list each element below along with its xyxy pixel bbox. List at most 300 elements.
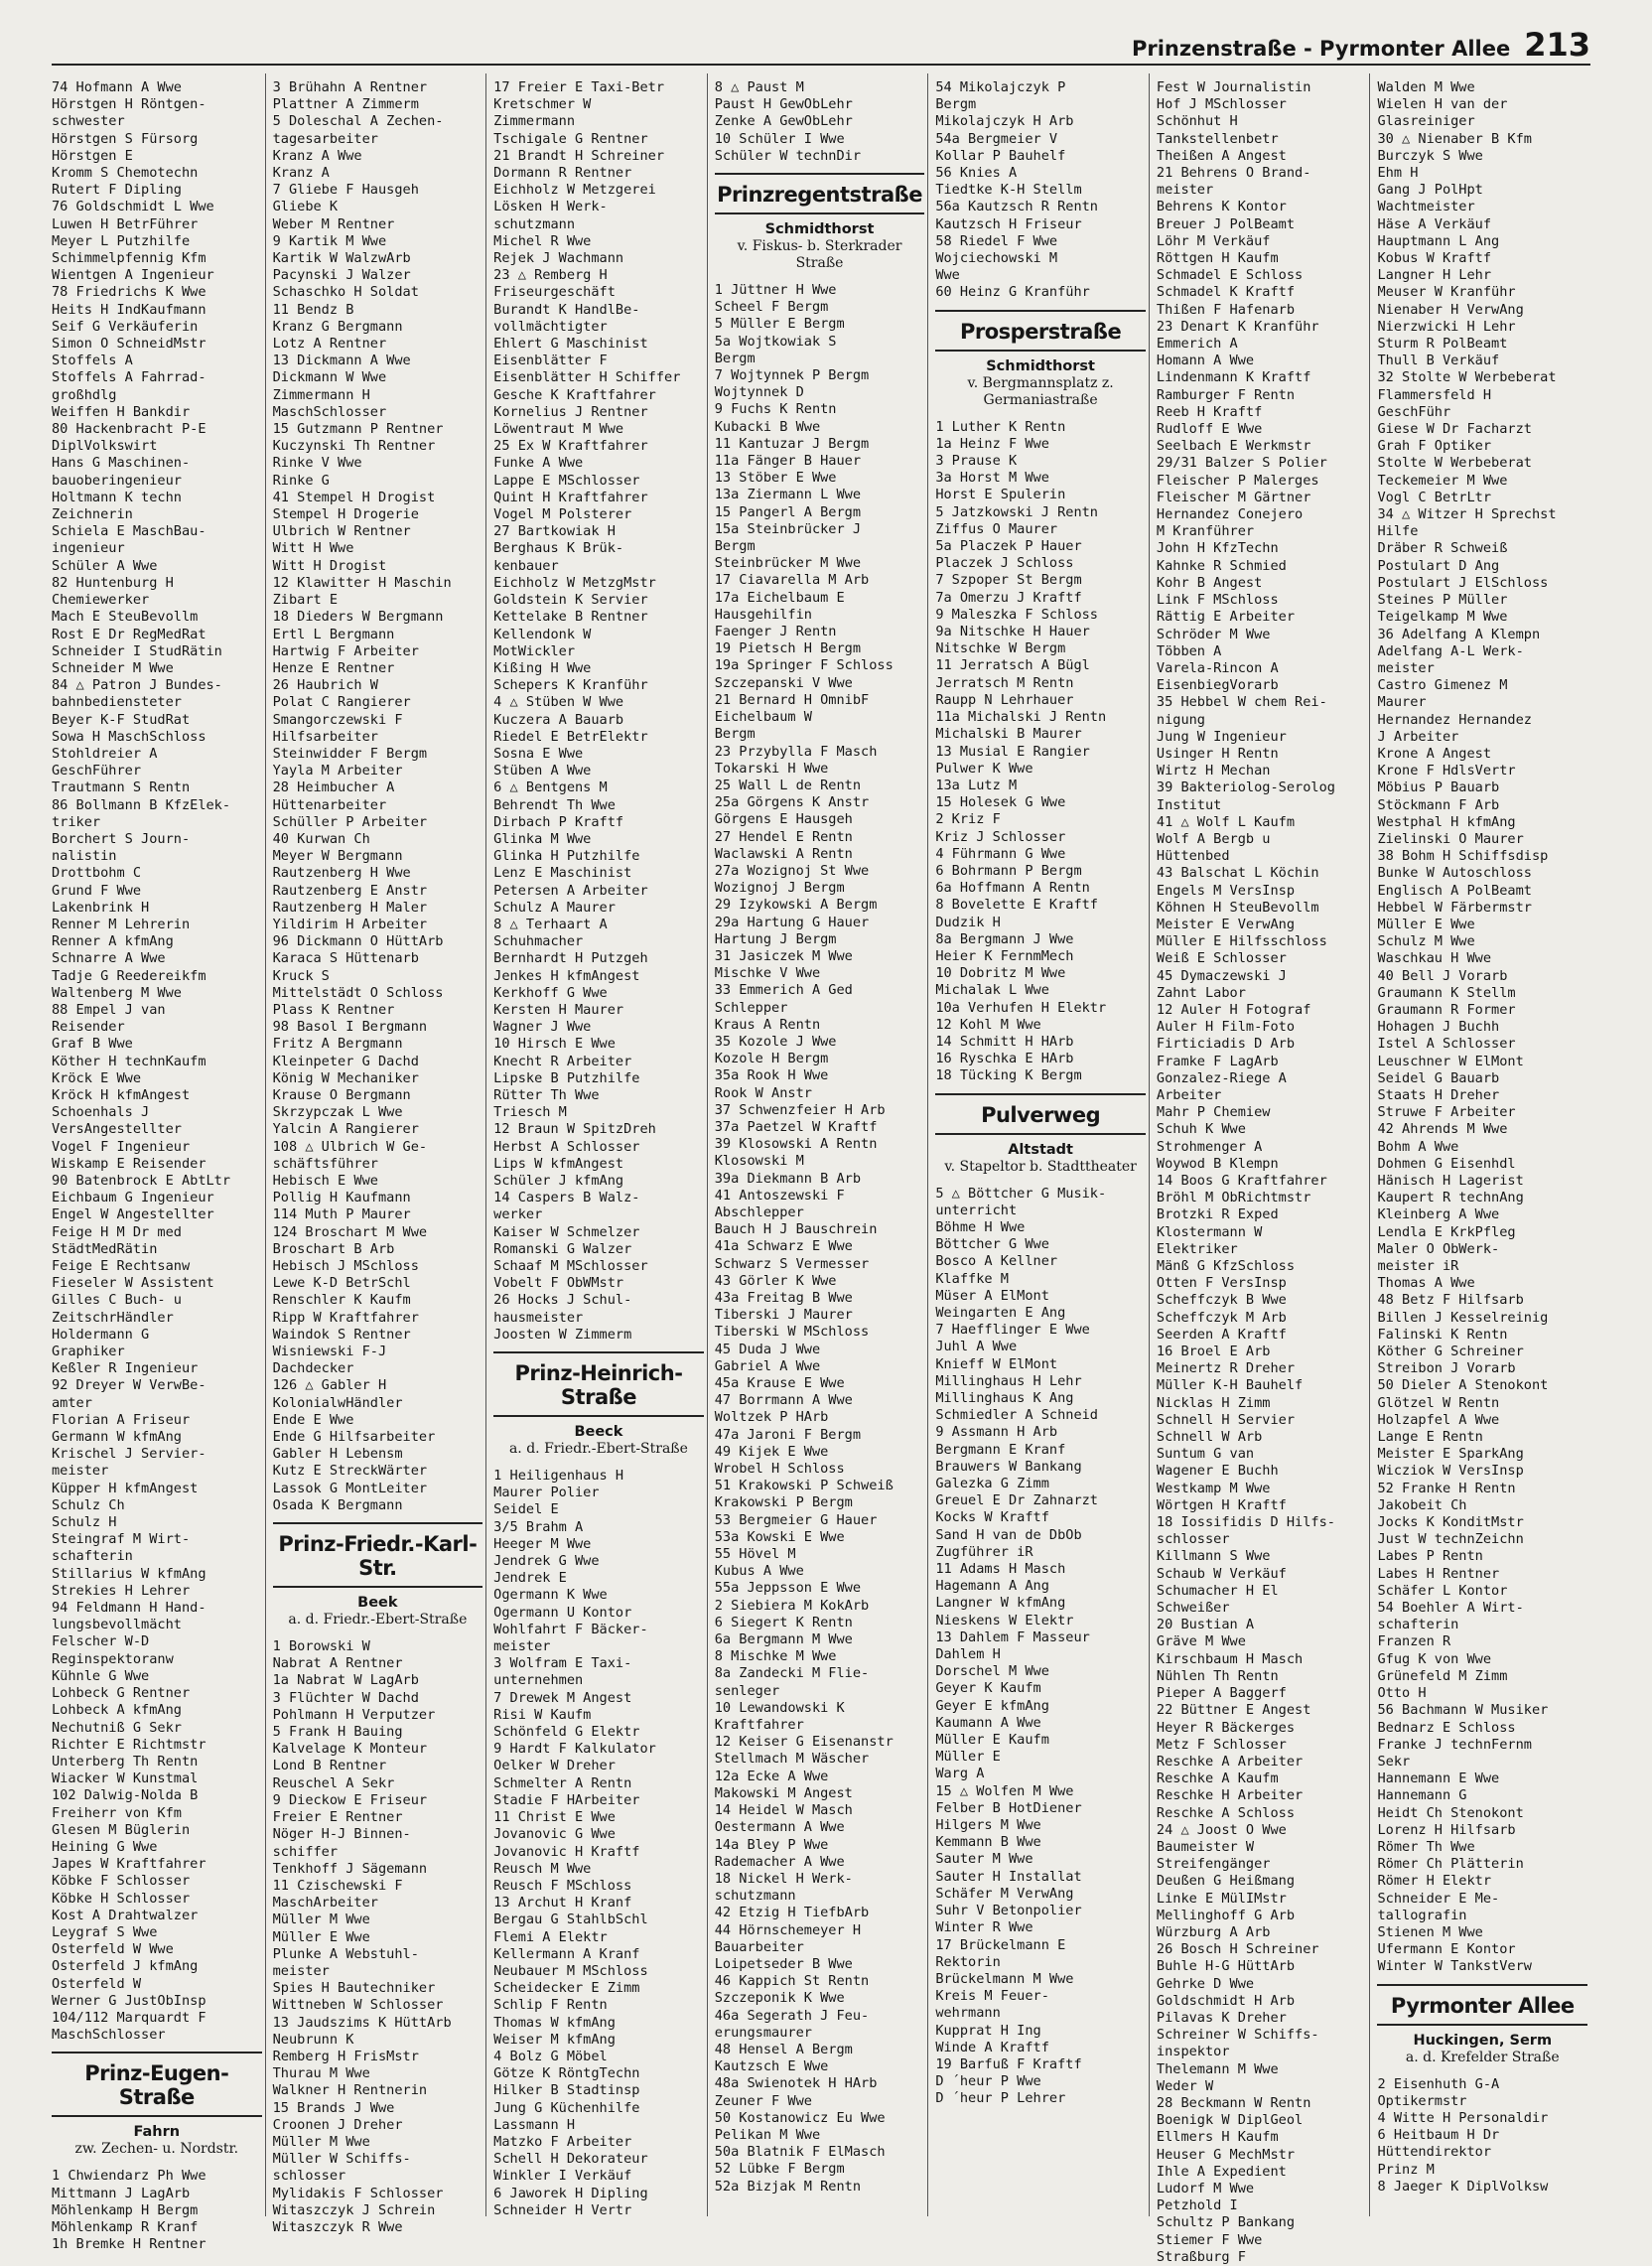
- entry-line: 17 Freier E Taxi-Betr: [493, 79, 665, 95]
- entry-line: Schepers K Kranführ: [493, 677, 648, 694]
- entry-line: Zimmermann H: [272, 386, 370, 403]
- entry-line: Straßburg F: [1156, 2248, 1246, 2265]
- entry-line: senleger: [714, 1682, 780, 1699]
- entry-line: Franke J technFernm: [1377, 1736, 1532, 1753]
- entry-line: 2 Eisenhuth G-A: [1377, 2075, 1500, 2092]
- entry-line: 5 Doleschal A Zechen-: [272, 113, 444, 130]
- entry-line: Lohbeck G Rentner: [52, 1685, 191, 1702]
- entry-line: Rektorin: [935, 1953, 1001, 1970]
- entry-line: Berghaus K Brük-: [493, 540, 624, 557]
- entry-line: Emmerich A: [1156, 336, 1238, 353]
- entry-line: triker: [52, 813, 101, 830]
- entry-line: Winter R Wwe: [935, 1919, 1033, 1936]
- entry-line: Fieseler W Assistent: [52, 1275, 214, 1292]
- entry-line: Müller E Wwe: [272, 1928, 370, 1945]
- street-range: zw. Zechen- u. Nordstr.: [74, 2141, 239, 2158]
- entry-line: Ziffus O Maurer: [935, 520, 1058, 537]
- entry-line: Kleinberg A Wwe: [1377, 1206, 1500, 1223]
- entry-line: ingenieur: [52, 540, 125, 557]
- entry-line: meister: [493, 1638, 551, 1655]
- entry-line: meister: [1156, 182, 1214, 199]
- entry-line: Heuser G MechMstr: [1156, 2146, 1296, 2163]
- entry-line: Gräve M Wwe: [1156, 1633, 1246, 1650]
- entry-line: MotWickler: [493, 642, 575, 659]
- entry-line: meister: [272, 1962, 330, 1979]
- entry-line: Deußen G Heißmang: [1156, 1873, 1296, 1890]
- entry-line: MaschSchlosser: [272, 403, 387, 420]
- entry-line: Thißen F Hafenarb: [1156, 301, 1296, 318]
- entry-line: Ogermann K Wwe: [493, 1587, 608, 1604]
- entry-line: 15 Gutzmann P Rentner: [272, 421, 444, 438]
- entry-line: 47 Borrmann A Wwe: [714, 1392, 853, 1409]
- entry-line: Kozole H Bergm: [714, 1051, 829, 1067]
- entry-line: Hartwig F Arbeiter: [272, 642, 419, 659]
- entry-line: Kuczera A Bauarb: [493, 711, 624, 728]
- entry-line: Witaszczyk J Schrein: [272, 2201, 436, 2218]
- entry-line: Hüttendirektor: [1377, 2144, 1492, 2161]
- entry-line: Pieper A Baggerf: [1156, 1685, 1287, 1702]
- entry-line: Westphal H kfmAng: [1377, 813, 1516, 830]
- entry-line: 19 Barfuß F Kraftf: [935, 2055, 1082, 2072]
- entry-line: Müller E Kaufm: [935, 1732, 1049, 1749]
- entry-line: Heidt Ch Stenokont: [1377, 1804, 1524, 1821]
- entry-line: Weber M Rentner: [272, 215, 395, 232]
- column-2: [265, 73, 486, 2235]
- entry-line: 31 Jasiczek M Wwe: [714, 947, 853, 964]
- entry-line: 1a Nabrat W LagArb: [272, 1672, 419, 1689]
- entry-line: Leuschner W ElMont: [1377, 1053, 1524, 1069]
- entry-line: 86 Bollmann B KfzElek-: [52, 796, 231, 813]
- entry-line: Feige H M Dr med: [52, 1223, 182, 1240]
- entry-line: Walkner H Rentnerin: [272, 2082, 428, 2099]
- entry-line: 11 Bendz B: [272, 301, 354, 318]
- entry-line: Scheffczyk M Arb: [1156, 1309, 1287, 1326]
- street-heading: Prinzregentstraße: [715, 173, 925, 214]
- entry-line: Möhlenkamp R Kranf: [52, 2218, 199, 2235]
- entry-line: 7 Drewek M Angest: [493, 1689, 632, 1706]
- entry-line: Vogl C BetrLtr: [1377, 489, 1492, 505]
- entry-line: Labes H Rentner: [1377, 1565, 1500, 1582]
- street-heading: Pyrmonter Allee: [1377, 1984, 1587, 2026]
- entry-line: Hilker B Stadtinsp: [493, 2082, 640, 2099]
- entry-line: Schoenhals J: [52, 1104, 150, 1121]
- entry-line: werker: [493, 1206, 543, 1223]
- entry-line: Hof J MSchlosser: [1156, 96, 1287, 113]
- entry-line: Ulbrich W Rentner: [272, 523, 411, 540]
- entry-line: 47a Jaroni F Bergm: [714, 1426, 862, 1443]
- entry-line: Optikermstr: [1377, 2092, 1467, 2109]
- entry-line: Kornelius J Rentner: [493, 403, 648, 420]
- entry-line: Renner M Lehrerin: [52, 916, 191, 932]
- entry-line: Brauwers W Bankang: [935, 1458, 1082, 1475]
- entry-line: Giese W Dr Facharzt: [1377, 421, 1532, 438]
- entry-line: 41 △ Wolf L Kaufm: [1156, 813, 1296, 830]
- entry-line: Gehrke D Wwe: [1156, 1975, 1255, 1992]
- entry-line: 14 Schmitt H HArb: [935, 1033, 1074, 1050]
- entry-line: 11 Kantuzar J Bergm: [714, 435, 870, 452]
- entry-line: Strekies H Lehrer: [52, 1582, 191, 1599]
- entry-line: Krakowski P Bergm: [714, 1494, 853, 1511]
- entry-line: Bohm A Wwe: [1377, 1138, 1459, 1155]
- entry-line: Tadje G Reedereikfm: [52, 967, 206, 984]
- entry-line: Stellmach M Wäscher: [714, 1751, 870, 1768]
- entry-line: Riedel E BetrElektr: [493, 728, 648, 745]
- entry-line: 26 Hocks J Schul-: [493, 1292, 632, 1309]
- entry-line: Wientgen A Ingenieur: [52, 267, 214, 284]
- entry-line: Jovanovic H Kraftf: [493, 1843, 640, 1860]
- street-heading: Prinz-Heinrich-Straße: [493, 1351, 704, 1417]
- entry-line: Flammersfeld H: [1377, 386, 1492, 403]
- entry-line: 55a Jeppsson E Wwe: [714, 1580, 862, 1597]
- entry-line: 52a Bizjak M Rentn: [714, 2178, 862, 2195]
- entry-line: 5 Müller E Bergm: [714, 316, 845, 333]
- entry-line: Otto H: [1377, 1685, 1427, 1702]
- entry-line: 48a Swienotek H HArb: [714, 2075, 878, 2092]
- entry-line: Sauter M Wwe: [935, 1851, 1033, 1868]
- entry-line: Maurer: [1377, 694, 1427, 711]
- entry-line: Teckemeier M Wwe: [1377, 472, 1508, 489]
- entry-line: Kranz G Bergmann: [272, 318, 403, 335]
- entry-line: Reginspektoranw: [52, 1650, 174, 1667]
- entry-line: Wrobel H Schloss: [714, 1461, 845, 1478]
- entry-line: Wolf A Bergb u: [1156, 830, 1271, 847]
- entry-line: Joosten W Zimmerm: [493, 1326, 632, 1343]
- entry-line: Petzhold I: [1156, 2197, 1238, 2214]
- entry-line: Kollar P Bauhelf: [935, 147, 1066, 164]
- entry-line: Ramburger F Rentn: [1156, 386, 1296, 403]
- entry-line: 8 Bovelette E Kraftf: [935, 897, 1098, 914]
- column-3: [485, 73, 707, 2216]
- entry-line: 29/31 Balzer S Polier: [1156, 455, 1327, 472]
- entry-line: Mellinghoff G Arb: [1156, 1907, 1296, 1923]
- entry-line: Oestermann A Wwe: [714, 1819, 845, 1836]
- entry-line: 56 Bachmann W Musiker: [1377, 1702, 1549, 1719]
- entry-line: Thurau M Wwe: [272, 2065, 370, 2082]
- entry-line: 13 Dickmann A Wwe: [272, 353, 411, 369]
- entry-line: 39 Bakteriolog-Serolog: [1156, 779, 1335, 796]
- entry-line: 25a Görgens K Anstr: [714, 794, 870, 811]
- entry-line: Tiberski J Maurer: [714, 1307, 853, 1324]
- entry-line: 29a Hartung G Hauer: [714, 914, 870, 930]
- entry-line: Müller K-H Bauhelf: [1156, 1377, 1304, 1394]
- entry-line: Tankstellenbetr: [1156, 130, 1279, 147]
- entry-line: D ´heur P Wwe: [935, 2073, 1041, 2090]
- entry-line: 42 Etzig H TiefbArb: [714, 1905, 870, 1921]
- entry-line: Seidel E: [493, 1501, 559, 1518]
- entry-line: Gabler H Lebensm: [272, 1446, 403, 1463]
- entry-line: 29 Izykowski A Bergm: [714, 897, 878, 914]
- entry-line: Scheffczyk B Wwe: [1156, 1292, 1287, 1309]
- entry-line: Burczyk S Wwe: [1377, 147, 1483, 164]
- entry-line: 74 Hofmann A Wwe: [52, 79, 182, 95]
- entry-line: 28 Beckmann W Rentn: [1156, 2094, 1311, 2111]
- entry-line: Nienaber H VerwAng: [1377, 301, 1524, 318]
- entry-line: ZeitschrHändler: [52, 1309, 174, 1326]
- entry-line: Remberg H FrisMstr: [272, 2048, 419, 2064]
- entry-line: Framke F LagArb: [1156, 1053, 1279, 1069]
- entry-line: 37a Paetzel W Kraftf: [714, 1118, 878, 1135]
- entry-line: Nierzwicki H Lehr: [1377, 318, 1516, 335]
- entry-line: 53 Bergmeier G Hauer: [714, 1511, 878, 1528]
- entry-line: Schneider M Wwe: [52, 659, 174, 676]
- entry-line: Mischke V Wwe: [714, 965, 821, 982]
- entry-line: Herbst A Schlosser: [493, 1138, 640, 1155]
- entry-line: Schüler J kfmAng: [493, 1173, 624, 1189]
- street-heading: Prosperstraße: [935, 310, 1146, 352]
- entry-line: 54 Boehler A Wirt-: [1377, 1600, 1524, 1617]
- entry-line: Tenkhoff J Sägemann: [272, 1860, 428, 1877]
- entry-line: Müller E Hilfsschloss: [1156, 933, 1327, 950]
- entry-line: Hannemann G: [1377, 1787, 1467, 1804]
- entry-line: Knieff W ElMont: [935, 1355, 1058, 1372]
- entry-line: Möhlenkamp H Bergm: [52, 2201, 199, 2218]
- entry-line: Kraus A Rentn: [714, 1016, 821, 1033]
- entry-line: Brückelmann M Wwe: [935, 1970, 1074, 1987]
- entry-line: Hilgers M Wwe: [935, 1817, 1041, 1834]
- entry-line: Lenz E Maschinist: [493, 865, 632, 882]
- entry-line: Rautzenberg H Wwe: [272, 865, 411, 882]
- entry-line: Rost E Dr RegMedRat: [52, 626, 206, 642]
- entry-line: Juhl A Wwe: [935, 1339, 1018, 1355]
- entry-line: 9a Nitschke H Hauer: [935, 624, 1090, 640]
- entry-line: Krone A Angest: [1377, 745, 1492, 762]
- entry-line: Elektriker: [1156, 1240, 1238, 1257]
- entry-line: Michalski B Maurer: [935, 726, 1082, 743]
- entry-line: Thull B Verkäuf: [1377, 353, 1500, 369]
- entry-line: 60 Heinz G Kranführ: [935, 284, 1090, 301]
- entry-line: Köhnen H SteuBevollm: [1156, 899, 1319, 916]
- entry-line: Ertl L Bergmann: [272, 626, 395, 642]
- entry-line: Bergm: [714, 538, 756, 555]
- entry-line: 19 Pietsch H Bergm: [714, 640, 862, 657]
- entry-line: Krause O Bergmann: [272, 1086, 411, 1103]
- street-range: a. d. Krefelder Straße: [1405, 2049, 1560, 2065]
- entry-line: Goldschmidt H Arb: [1156, 1992, 1296, 2009]
- entry-line: 14 Boos G Kraftfahrer: [1156, 1173, 1327, 1189]
- entry-line: Küpper H kfmAngest: [52, 1480, 199, 1496]
- entry-line: 46 Kappich St Rentn: [714, 1973, 870, 1990]
- entry-line: Rutert F Dipling: [52, 182, 182, 199]
- entry-line: Greuel E Dr Zahnarzt: [935, 1492, 1098, 1509]
- entry-line: VersAngestellter: [52, 1121, 182, 1138]
- entry-line: Grah F Optiker: [1377, 438, 1492, 455]
- entry-line: Köther H technKaufm: [52, 1053, 206, 1069]
- entry-line: 1 Borowski W: [272, 1638, 370, 1655]
- entry-line: Kißing H Wwe: [493, 659, 592, 676]
- entry-line: Zeuner F Wwe: [714, 2092, 812, 2109]
- entry-line: Lotz A Rentner: [272, 336, 387, 353]
- entry-line: Skrzypczak L Wwe: [272, 1104, 403, 1121]
- entry-line: 88 Empel J van: [52, 1001, 166, 1018]
- entry-line: Adelfang A-L Werk-: [1377, 642, 1524, 659]
- entry-line: Paust H GewObLehr: [714, 96, 853, 113]
- entry-line: 49 Kijek E Wwe: [714, 1443, 829, 1460]
- entry-line: Witt H Wwe: [272, 540, 354, 557]
- entry-line: Felscher W-D: [52, 1633, 150, 1650]
- entry-line: Falinski K Rentn: [1377, 1326, 1508, 1343]
- entry-line: 27 Bartkowiak H: [493, 523, 616, 540]
- entry-line: Kettelake B Rentner: [493, 609, 648, 626]
- entry-line: 13a Lutz M: [935, 777, 1018, 793]
- street-heading: Pulverweg: [935, 1093, 1146, 1135]
- entry-line: 9 Maleszka F Schloss: [935, 606, 1098, 623]
- entry-line: 5a Wojtkowiak S: [714, 333, 837, 350]
- entry-line: Eichholz W MetzgMstr: [493, 574, 656, 591]
- entry-line: Klostermann W: [1156, 1223, 1263, 1240]
- entry-line: 3 Wolfram E Taxi-: [493, 1655, 632, 1672]
- entry-line: 1h Bremke H Rentner: [52, 2236, 206, 2253]
- entry-line: Rademacher A Wwe: [714, 1853, 845, 1870]
- entry-line: Rautzenberg E Anstr: [272, 882, 428, 899]
- entry-line: Petersen A Arbeiter: [493, 882, 648, 899]
- entry-line: 15a Steinbrücker J: [714, 520, 862, 537]
- entry-line: Schönhut H: [1156, 113, 1238, 130]
- entry-line: 43 Balschat L Köchin: [1156, 865, 1319, 882]
- entry-line: 23 Przybylla F Masch: [714, 743, 878, 760]
- entry-line: Kocks W Kraftf: [935, 1509, 1049, 1526]
- entry-line: Römer Ch Plätterin: [1377, 1856, 1524, 1873]
- entry-line: Hilfsarbeiter: [272, 728, 378, 745]
- entry-line: 8a Bergmann J Wwe: [935, 930, 1074, 947]
- entry-line: Hernandez Hernandez: [1377, 711, 1532, 728]
- entry-line: Ogermann U Kontor: [493, 1604, 632, 1621]
- entry-line: Rinke V Wwe: [272, 455, 362, 472]
- entry-line: Wohlfahrt F Bäcker-: [493, 1621, 648, 1637]
- entry-line: Metz F Schlosser: [1156, 1736, 1287, 1753]
- entry-line: Jung W Ingenieur: [1156, 728, 1287, 745]
- entry-line: Ludorf M Wwe: [1156, 2180, 1255, 2196]
- entry-line: 12a Ecke A Wwe: [714, 1768, 829, 1784]
- entry-line: Rütter Th Wwe: [493, 1086, 600, 1103]
- entry-line: Hilfe: [1377, 523, 1419, 540]
- entry-line: Eichholz W Metzgerei: [493, 182, 656, 199]
- entry-line: Mittelstädt O Schloss: [272, 984, 444, 1001]
- entry-line: Stempel H Drogerie: [272, 506, 419, 523]
- entry-line: Dickmann W Wwe: [272, 369, 387, 386]
- entry-line: 6a Hoffmann A Rentn: [935, 880, 1090, 897]
- entry-line: 46a Segerath J Feu-: [714, 2007, 870, 2024]
- entry-line: Köbke H Schlosser: [52, 1890, 191, 1907]
- entry-line: 52 Franke H Rentn: [1377, 1480, 1516, 1496]
- entry-line: Simon O SchneidMstr: [52, 336, 206, 353]
- entry-line: Drottbohm C: [52, 865, 142, 882]
- entry-line: Glötzel W Rentn: [1377, 1394, 1500, 1411]
- entry-line: Ehlert G Maschinist: [493, 336, 648, 353]
- entry-line: Lipske B Putzhilfe: [493, 1069, 640, 1086]
- entry-line: Stoffels A Fahrrad-: [52, 369, 206, 386]
- entry-line: Unterberg Th Rentn: [52, 1753, 199, 1770]
- entry-line: 2 Kriz F: [935, 811, 1001, 828]
- entry-line: Wozignoj J Bergm: [714, 880, 845, 897]
- entry-line: Steinwidder F Bergm: [272, 745, 428, 762]
- entry-line: Schüler A Wwe: [52, 557, 158, 574]
- entry-line: Pilavas K Dreher: [1156, 2009, 1287, 2026]
- page-header: [1132, 26, 1590, 64]
- entry-line: Oelker W Dreher: [493, 1758, 616, 1774]
- entry-line: 114 Muth P Maurer: [272, 1206, 411, 1223]
- entry-line: Weiser M kfmAng: [493, 2031, 616, 2048]
- entry-line: Neubauer M MSchloss: [493, 1962, 648, 1979]
- entry-line: 5 Jatzkowski J Rentn: [935, 503, 1098, 520]
- entry-line: Schlip F Rentn: [493, 1997, 608, 2014]
- entry-line: Abschlepper: [714, 1204, 804, 1220]
- entry-line: wehrmann: [935, 2005, 1001, 2022]
- entry-line: Wojciechowski M: [935, 250, 1058, 267]
- page-number: 213: [1524, 26, 1590, 64]
- entry-line: Böttcher G Wwe: [935, 1236, 1049, 1253]
- entry-line: Wisniewski F-J: [272, 1344, 387, 1360]
- entry-line: 11a Michalski J Rentn: [935, 709, 1107, 726]
- entry-line: 50a Blatnik F ElMasch: [714, 2144, 886, 2161]
- entry-line: 9 Hardt F Kalkulator: [493, 1741, 656, 1758]
- entry-line: Yildirim H Arbeiter: [272, 916, 428, 932]
- entry-line: 124 Broschart M Wwe: [272, 1223, 428, 1240]
- column-6: [1149, 73, 1370, 2265]
- entry-line: Stöckmann F Arb: [1377, 796, 1500, 813]
- entry-line: Lösken H Werk-: [493, 199, 608, 215]
- entry-line: Felber B HotDiener: [935, 1799, 1082, 1816]
- entry-line: 27a Wozignoj St Wwe: [714, 862, 870, 879]
- entry-line: Boenigk W DiplGeol: [1156, 2112, 1304, 2129]
- entry-line: GeschFührer: [52, 763, 142, 779]
- entry-line: 18 Iossifidis D Hilfs-: [1156, 1514, 1335, 1531]
- entry-line: 9 Assmann H Arb: [935, 1424, 1058, 1441]
- entry-line: schlosser: [272, 2168, 346, 2185]
- entry-line: 16 Ryschka E HArb: [935, 1051, 1074, 1067]
- entry-line: 13 Jaudszims K HüttArb: [272, 2014, 452, 2031]
- entry-line: Homann A Wwe: [1156, 353, 1255, 369]
- entry-line: Osterfeld W: [52, 1975, 142, 1992]
- entry-line: Gfug K von Wwe: [1377, 1650, 1492, 1667]
- entry-line: Tiedtke K-H Stellm: [935, 182, 1082, 199]
- entry-line: Bergm: [714, 726, 756, 743]
- entry-line: Glinka M Wwe: [493, 830, 592, 847]
- entry-line: inspektor: [1156, 2044, 1230, 2060]
- entry-line: Reschke A Arbeiter: [1156, 1753, 1304, 1770]
- entry-line: EisenbiegVorarb: [1156, 677, 1279, 694]
- entry-line: Lond B Rentner: [272, 1758, 387, 1774]
- entry-line: Kraftfahrer: [714, 1717, 804, 1734]
- entry-line: Lange E Rentn: [1377, 1429, 1483, 1446]
- entry-line: Chemiewerker: [52, 592, 150, 609]
- entry-line: Dahlem H: [935, 1646, 1001, 1663]
- entry-line: 35 Hebbel W chem Rei-: [1156, 694, 1327, 711]
- entry-line: 35 Kozole J Wwe: [714, 1033, 837, 1050]
- entry-line: Reschke A Kaufm: [1156, 1770, 1279, 1787]
- entry-line: Suntum G van: [1156, 1446, 1255, 1463]
- entry-line: Just W technZeichn: [1377, 1531, 1524, 1548]
- entry-line: Fritz A Bergmann: [272, 1036, 403, 1053]
- entry-line: Bernhardt H Putzgeh: [493, 950, 648, 967]
- entry-line: 50 Dieler A Stenokont: [1377, 1377, 1549, 1394]
- entry-line: Behrendt Th Wwe: [493, 796, 616, 813]
- entry-line: Wachtmeister: [1377, 199, 1475, 215]
- entry-line: Horst E Spulerin: [935, 487, 1066, 503]
- entry-line: Lorenz H Hilfsarb: [1377, 1821, 1516, 1838]
- entry-line: Schneider I StudRätin: [52, 642, 222, 659]
- entry-line: Dachdecker: [272, 1360, 354, 1377]
- entry-line: 17 Brückelmann E: [935, 1936, 1066, 1953]
- entry-line: Röttgen H Kaufm: [1156, 250, 1279, 267]
- entry-line: Schüler W technDir: [714, 147, 862, 164]
- entry-line: Lakenbrink H: [52, 899, 150, 916]
- entry-line: 53a Kowski E Wwe: [714, 1528, 845, 1545]
- entry-line: Zibart E: [272, 592, 339, 609]
- entry-line: Reisender: [52, 1019, 125, 1036]
- entry-line: 20 Bustian A: [1156, 1617, 1255, 1633]
- entry-line: 6 Jaworek H Dipling: [493, 2185, 648, 2201]
- entry-line: Pulwer K Wwe: [935, 760, 1033, 777]
